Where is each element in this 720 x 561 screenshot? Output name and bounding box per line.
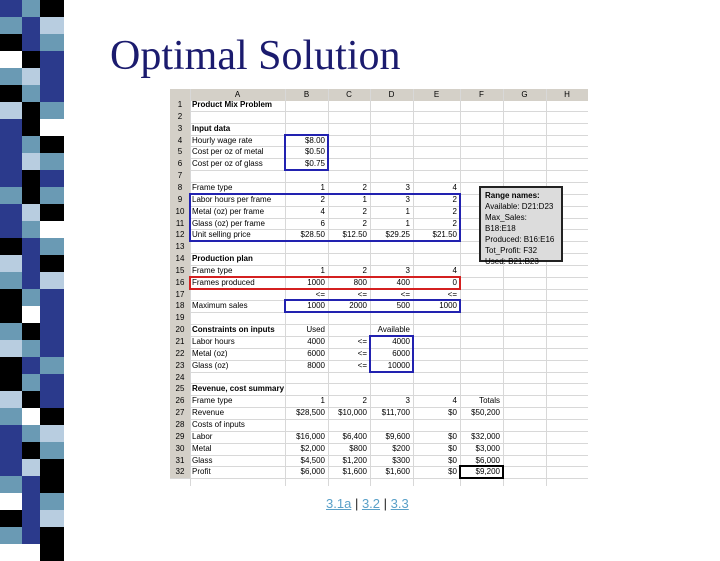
cell-a16[interactable]: Frames produced bbox=[192, 277, 255, 287]
cell-c9[interactable]: 1 bbox=[362, 194, 367, 204]
cell-a18[interactable]: Maximum sales bbox=[192, 301, 248, 311]
stripe-block bbox=[0, 136, 22, 153]
stripe-block bbox=[22, 221, 40, 238]
row-header[interactable]: 9 bbox=[170, 194, 190, 206]
cell-a4[interactable]: Hourly wage rate bbox=[192, 135, 253, 145]
cell-c26[interactable]: 2 bbox=[362, 396, 367, 406]
cell-e26[interactable]: 4 bbox=[452, 396, 457, 406]
column-header-d[interactable]: D bbox=[370, 89, 413, 101]
cell-e11[interactable]: 2 bbox=[452, 218, 457, 228]
cell-a25[interactable]: Revenue, cost summary bbox=[192, 384, 285, 394]
cell-d23[interactable]: 10000 bbox=[387, 360, 410, 370]
cell-a29[interactable]: Labor bbox=[192, 431, 213, 441]
stripe-block bbox=[40, 340, 64, 357]
column-header-f[interactable]: F bbox=[460, 89, 503, 101]
stripe-block bbox=[0, 323, 22, 340]
cell-f26[interactable]: Totals bbox=[479, 396, 500, 406]
cell-e16[interactable]: 0 bbox=[452, 277, 457, 287]
cell-b20[interactable]: Used bbox=[306, 325, 325, 335]
stripe-block bbox=[22, 527, 40, 544]
cell-c29[interactable]: $6,400 bbox=[342, 431, 367, 441]
stripe-block bbox=[0, 68, 22, 85]
grid-line bbox=[546, 89, 547, 486]
frame-data-box bbox=[189, 193, 461, 242]
cell-a3[interactable]: Input data bbox=[192, 123, 231, 133]
stripe-block bbox=[22, 51, 40, 68]
stripe-block bbox=[40, 153, 64, 170]
input-cost-box bbox=[284, 134, 329, 172]
cell-b15[interactable]: 1 bbox=[320, 265, 325, 275]
cell-f29[interactable]: $32,000 bbox=[471, 431, 500, 441]
range-names-title: Range names: bbox=[485, 191, 540, 200]
cell-b5[interactable]: $0.50 bbox=[304, 147, 325, 157]
row-header[interactable]: 3 bbox=[170, 123, 190, 135]
row-header[interactable]: 17 bbox=[170, 289, 190, 301]
stripe-block bbox=[40, 493, 64, 510]
cell-e32[interactable]: $0 bbox=[448, 467, 457, 477]
cell-d9[interactable]: 3 bbox=[405, 194, 410, 204]
cell-a8[interactable]: Frame type bbox=[192, 182, 233, 192]
row-header[interactable]: 21 bbox=[170, 336, 190, 348]
cell-a20[interactable]: Constraints on inputs bbox=[192, 325, 275, 335]
frames-produced-box bbox=[189, 276, 461, 290]
cell-c30[interactable]: $800 bbox=[349, 443, 367, 453]
cell-d32[interactable]: $1,600 bbox=[385, 467, 410, 477]
decorative-stripe bbox=[0, 0, 64, 540]
cell-c10[interactable]: 2 bbox=[362, 206, 367, 216]
cell-b27[interactable]: $28,500 bbox=[296, 408, 325, 418]
stripe-block bbox=[22, 306, 40, 323]
stripe-block bbox=[0, 391, 22, 408]
cell-d17[interactable]: <= bbox=[400, 289, 410, 299]
cell-c31[interactable]: $1,200 bbox=[342, 455, 367, 465]
cell-d8[interactable]: 3 bbox=[405, 182, 410, 192]
cell-c17[interactable]: <= bbox=[357, 289, 367, 299]
stripe-block bbox=[22, 272, 40, 289]
cell-c32[interactable]: $1,600 bbox=[342, 467, 367, 477]
cell-d21[interactable]: 4000 bbox=[392, 337, 410, 346]
cell-a11[interactable]: Glass (oz) per frame bbox=[192, 218, 265, 228]
row-header[interactable]: 18 bbox=[170, 300, 190, 312]
cell-a1[interactable]: Product Mix Problem bbox=[192, 100, 273, 109]
cell-b30[interactable]: $2,000 bbox=[300, 443, 325, 453]
column-header-e[interactable]: E bbox=[413, 89, 460, 101]
range-name-item: Used: B21:B23 bbox=[485, 257, 539, 266]
cell-b23[interactable]: 8000 bbox=[307, 360, 325, 370]
stripe-block bbox=[22, 408, 40, 425]
stripe-block bbox=[0, 442, 22, 459]
stripe-block bbox=[0, 374, 22, 391]
nav-separator: | bbox=[354, 496, 359, 511]
stripe-block bbox=[22, 204, 40, 221]
stripe-block bbox=[40, 187, 64, 204]
cell-a14[interactable]: Production plan bbox=[192, 254, 253, 264]
cell-a5[interactable]: Cost per oz of metal bbox=[192, 147, 264, 157]
stripe-block bbox=[0, 170, 22, 187]
cell-c18[interactable]: 2000 bbox=[349, 301, 367, 311]
stripe-block bbox=[22, 255, 40, 272]
stripe-block bbox=[22, 510, 40, 527]
cell-d16[interactable]: 400 bbox=[396, 277, 410, 287]
range-name-item: Max_Sales: B18:E18 bbox=[485, 213, 527, 233]
cell-e31[interactable]: $0 bbox=[448, 455, 457, 465]
row-header[interactable]: 24 bbox=[170, 372, 190, 384]
cell-a9[interactable]: Labor hours per frame bbox=[192, 194, 272, 204]
stripe-block bbox=[40, 136, 64, 153]
cell-a31[interactable]: Glass bbox=[192, 455, 213, 465]
cell-d31[interactable]: $300 bbox=[392, 455, 410, 465]
cell-b8[interactable]: 1 bbox=[320, 182, 325, 192]
stripe-block bbox=[22, 425, 40, 442]
row-header[interactable]: 15 bbox=[170, 265, 190, 277]
nav-link-3-1a[interactable]: 3.1a bbox=[326, 496, 352, 511]
stripe-block bbox=[0, 34, 22, 51]
spreadsheet bbox=[170, 89, 588, 486]
cell-f32[interactable]: $9,200 bbox=[475, 467, 500, 477]
cell-d27[interactable]: $11,700 bbox=[381, 408, 410, 418]
column-header-g[interactable]: G bbox=[503, 89, 546, 101]
cell-a27[interactable]: Revenue bbox=[192, 408, 225, 418]
cell-b9[interactable]: 2 bbox=[320, 194, 325, 204]
stripe-block bbox=[40, 289, 64, 306]
stripe-block bbox=[40, 255, 64, 272]
cell-e12[interactable]: $21.50 bbox=[432, 230, 457, 240]
cell-d26[interactable]: 3 bbox=[405, 396, 410, 406]
cell-c21[interactable]: <= bbox=[357, 337, 367, 346]
row-header[interactable]: 7 bbox=[170, 170, 190, 182]
row-header[interactable]: 8 bbox=[170, 182, 190, 194]
row-header[interactable]: 23 bbox=[170, 360, 190, 372]
cell-d29[interactable]: $9,600 bbox=[385, 431, 410, 441]
row-header[interactable]: 1 bbox=[170, 99, 190, 111]
stripe-block bbox=[22, 459, 40, 476]
range-names-box bbox=[479, 186, 563, 266]
cell-c23[interactable]: <= bbox=[357, 360, 367, 370]
row-header[interactable]: 19 bbox=[170, 312, 190, 324]
cell-a32[interactable]: Profit bbox=[192, 467, 211, 477]
cell-b31[interactable]: $4,500 bbox=[300, 455, 325, 465]
row-header[interactable]: 32 bbox=[170, 466, 190, 478]
stripe-block bbox=[40, 391, 64, 408]
cell-f30[interactable]: $3,000 bbox=[475, 443, 500, 453]
cell-a26[interactable]: Frame type bbox=[192, 396, 233, 406]
stripe-block bbox=[40, 459, 64, 476]
stripe-block bbox=[40, 510, 64, 527]
row-header[interactable]: 6 bbox=[170, 158, 190, 170]
column-header-b[interactable]: B bbox=[285, 89, 328, 101]
cell-e17[interactable]: <= bbox=[447, 289, 457, 299]
row-header[interactable]: 31 bbox=[170, 455, 190, 467]
cell-d22[interactable]: 6000 bbox=[392, 348, 410, 358]
stripe-block bbox=[22, 119, 40, 136]
stripe-block bbox=[22, 323, 40, 340]
stripe-block bbox=[40, 408, 64, 425]
stripe-block bbox=[0, 17, 22, 34]
cell-b10[interactable]: 4 bbox=[320, 206, 325, 216]
cell-b26[interactable]: 1 bbox=[320, 396, 325, 406]
row-header[interactable]: 13 bbox=[170, 241, 190, 253]
cell-d11[interactable]: 1 bbox=[405, 218, 410, 228]
cell-d12[interactable]: $29.25 bbox=[385, 230, 410, 240]
stripe-block bbox=[22, 357, 40, 374]
cell-c11[interactable]: 2 bbox=[362, 218, 367, 228]
stripe-block bbox=[0, 527, 22, 544]
cell-b17[interactable]: <= bbox=[315, 289, 325, 299]
cell-c15[interactable]: 2 bbox=[362, 265, 367, 275]
stripe-block bbox=[0, 238, 22, 255]
cell-a6[interactable]: Cost per oz of glass bbox=[192, 159, 263, 169]
cell-b4[interactable]: $8.00 bbox=[304, 135, 325, 145]
row-header[interactable]: 10 bbox=[170, 206, 190, 218]
cell-b32[interactable]: $6,000 bbox=[300, 467, 325, 477]
max-sales-box bbox=[284, 299, 461, 313]
cell-f31[interactable]: $6,000 bbox=[475, 455, 500, 465]
row-header[interactable]: 27 bbox=[170, 407, 190, 419]
stripe-block bbox=[0, 476, 22, 493]
cell-b12[interactable]: $28.50 bbox=[300, 230, 325, 240]
stripe-block bbox=[0, 340, 22, 357]
column-header-a[interactable]: A bbox=[190, 89, 285, 101]
cell-b29[interactable]: $16,000 bbox=[296, 431, 325, 441]
cell-d15[interactable]: 3 bbox=[405, 265, 410, 275]
cell-b6[interactable]: $0.75 bbox=[304, 159, 325, 169]
cell-b16[interactable]: 1000 bbox=[307, 277, 325, 287]
stripe-block bbox=[40, 85, 64, 102]
cell-c16[interactable]: 800 bbox=[353, 277, 367, 287]
stripe-block bbox=[0, 272, 22, 289]
range-name-item: Produced: B16:E16 bbox=[485, 235, 555, 244]
cell-e27[interactable]: $0 bbox=[448, 408, 457, 418]
cell-d30[interactable]: $200 bbox=[392, 443, 410, 453]
cell-a21[interactable]: Labor hours bbox=[192, 337, 235, 346]
row-header[interactable]: 30 bbox=[170, 443, 190, 455]
cell-b21[interactable]: 4000 bbox=[307, 337, 325, 346]
stripe-block bbox=[0, 221, 22, 238]
range-name-item: Available: D21:D23 bbox=[485, 202, 554, 211]
slide-navigation bbox=[326, 496, 409, 511]
stripe-block bbox=[22, 476, 40, 493]
stripe-block bbox=[40, 102, 64, 119]
stripe-block bbox=[40, 51, 64, 68]
cell-b11[interactable]: 6 bbox=[320, 218, 325, 228]
cell-a15[interactable]: Frame type bbox=[192, 265, 233, 275]
cell-e29[interactable]: $0 bbox=[448, 431, 457, 441]
cell-e15[interactable]: 4 bbox=[452, 265, 457, 275]
cell-f27[interactable]: $50,200 bbox=[471, 408, 500, 418]
stripe-block bbox=[40, 0, 64, 17]
grid-line bbox=[503, 89, 504, 486]
cell-e8[interactable]: 4 bbox=[452, 182, 457, 192]
cell-a22[interactable]: Metal (oz) bbox=[192, 348, 228, 358]
stripe-block bbox=[40, 357, 64, 374]
cell-c12[interactable]: $12.50 bbox=[342, 230, 367, 240]
stripe-block bbox=[40, 238, 64, 255]
cell-d20[interactable]: Available bbox=[377, 325, 410, 335]
row-header[interactable]: 4 bbox=[170, 135, 190, 147]
cell-c8[interactable]: 2 bbox=[362, 182, 367, 192]
stripe-block bbox=[22, 153, 40, 170]
cell-d10[interactable]: 1 bbox=[405, 206, 410, 216]
row-header[interactable]: 12 bbox=[170, 229, 190, 241]
cell-e9[interactable]: 2 bbox=[452, 194, 457, 204]
cell-a10[interactable]: Metal (oz) per frame bbox=[192, 206, 265, 216]
row-header[interactable]: 11 bbox=[170, 218, 190, 230]
cell-c27[interactable]: $10,000 bbox=[338, 408, 367, 418]
stripe-block bbox=[22, 0, 40, 17]
nav-separator: | bbox=[383, 496, 388, 511]
cell-e30[interactable]: $0 bbox=[448, 443, 457, 453]
stripe-block bbox=[40, 442, 64, 459]
row-header[interactable]: 20 bbox=[170, 324, 190, 336]
slide-title: Optimal Solution bbox=[110, 33, 401, 79]
row-header[interactable]: 25 bbox=[170, 383, 190, 395]
column-header-h[interactable]: H bbox=[546, 89, 588, 101]
row-header[interactable]: 28 bbox=[170, 419, 190, 431]
cell-a23[interactable]: Glass (oz) bbox=[192, 360, 229, 370]
stripe-block bbox=[0, 187, 22, 204]
row-header[interactable]: 29 bbox=[170, 431, 190, 443]
stripe-block bbox=[40, 306, 64, 323]
row-header[interactable]: 14 bbox=[170, 253, 190, 265]
column-header-c[interactable]: C bbox=[328, 89, 370, 101]
stripe-block bbox=[0, 85, 22, 102]
total-profit-box bbox=[459, 465, 504, 479]
stripe-block bbox=[22, 170, 40, 187]
cell-b22[interactable]: 6000 bbox=[307, 348, 325, 358]
cell-a28[interactable]: Costs of inputs bbox=[192, 419, 245, 429]
cell-b18[interactable]: 1000 bbox=[307, 301, 325, 311]
stripe-block bbox=[0, 425, 22, 442]
stripe-block bbox=[22, 102, 40, 119]
available-box bbox=[369, 335, 414, 373]
row-header[interactable]: 2 bbox=[170, 111, 190, 123]
row-header[interactable]: 26 bbox=[170, 395, 190, 407]
nav-link-3-2[interactable]: 3.2 bbox=[361, 496, 381, 511]
row-header[interactable]: 5 bbox=[170, 146, 190, 158]
cell-e10[interactable]: 2 bbox=[452, 206, 457, 216]
stripe-block bbox=[0, 289, 22, 306]
nav-link-3-3[interactable]: 3.3 bbox=[390, 496, 409, 511]
stripe-block bbox=[22, 68, 40, 85]
cell-e18[interactable]: 1000 bbox=[439, 301, 457, 311]
cell-a12[interactable]: Unit selling price bbox=[192, 230, 251, 240]
stripe-block bbox=[40, 527, 64, 561]
stripe-block bbox=[22, 17, 40, 34]
stripe-block bbox=[40, 34, 64, 51]
stripe-block bbox=[40, 204, 64, 221]
stripe-block bbox=[0, 493, 22, 510]
range-name-item: Tot_Profit: F32 bbox=[485, 246, 538, 255]
cell-d18[interactable]: 500 bbox=[396, 301, 410, 311]
cell-a30[interactable]: Metal bbox=[192, 443, 212, 453]
row-header[interactable]: 22 bbox=[170, 348, 190, 360]
stripe-block bbox=[22, 374, 40, 391]
stripe-block bbox=[0, 119, 22, 136]
cell-c22[interactable]: <= bbox=[357, 348, 367, 358]
row-header[interactable]: 16 bbox=[170, 277, 190, 289]
